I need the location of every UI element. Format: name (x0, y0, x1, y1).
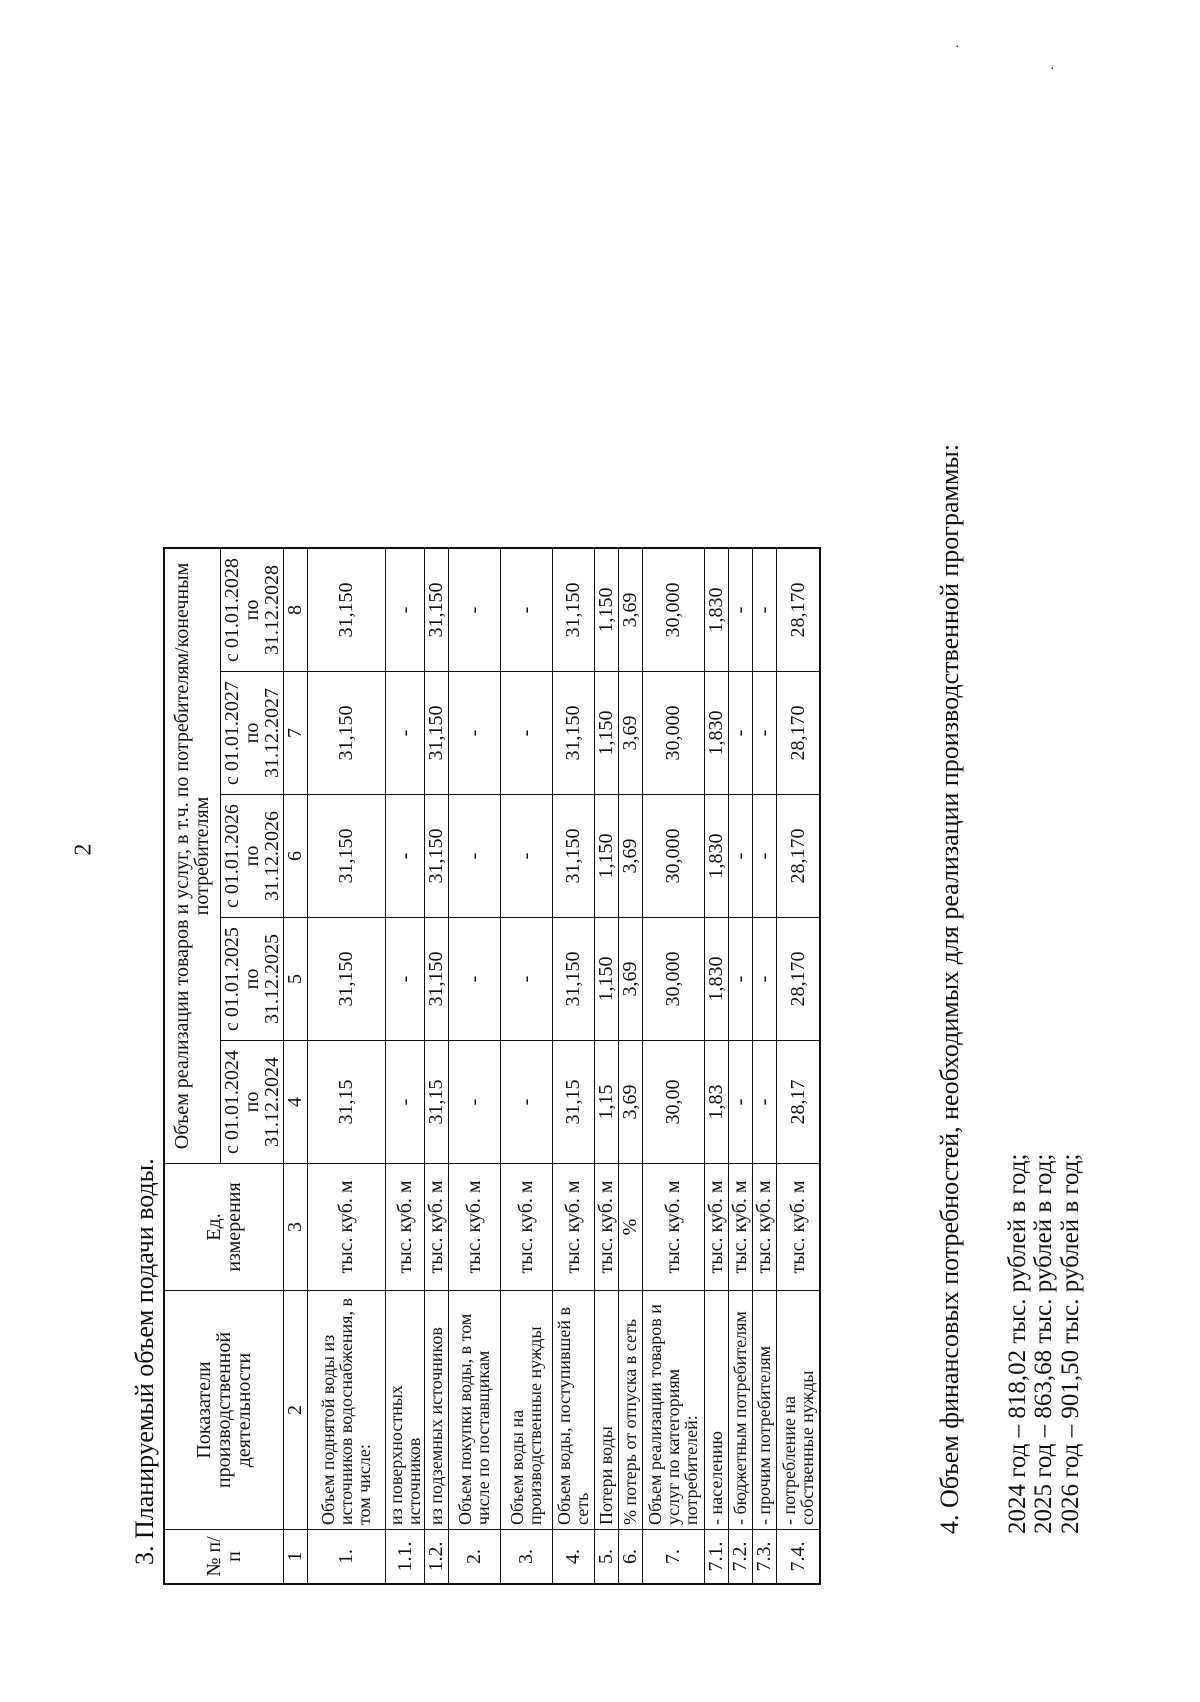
row-value: 3,69 (618, 1041, 642, 1164)
row-indicator: Объем воды на производственные нужды (500, 1291, 552, 1530)
row-value: 3,69 (618, 672, 642, 795)
row-value: - (500, 672, 552, 795)
column-number: 4 (283, 1041, 307, 1164)
row-value: 31,150 (552, 795, 594, 918)
row-unit: тыс. куб. м (776, 1164, 820, 1291)
row-indicator: - бюджетным потребителям (728, 1291, 752, 1530)
row-number: 7.4. (776, 1530, 820, 1585)
row-indicator: Объем реализации товаров и услуг по категориям потребителей: (642, 1291, 704, 1530)
row-number: 7. (642, 1530, 704, 1585)
row-value: 30,000 (642, 918, 704, 1041)
table-row (594, 548, 618, 1584)
row-number: 5. (594, 1530, 618, 1585)
row-value: 3,69 (618, 795, 642, 918)
row-value: - (385, 918, 424, 1041)
row-indicator: % потерь от отпуска в сеть (618, 1291, 642, 1530)
row-indicator: из подземных источников (424, 1291, 448, 1530)
row-value: 1,150 (594, 795, 618, 918)
row-value: - (752, 1041, 776, 1164)
row-value: 31,150 (424, 795, 448, 918)
row-unit: тыс. куб. м (500, 1164, 552, 1291)
row-unit: тыс. куб. м (552, 1164, 594, 1291)
row-value: 31,150 (307, 548, 385, 672)
row-value: 31,150 (552, 548, 594, 672)
row-unit: тыс. куб. м (385, 1164, 424, 1291)
row-number: 7.2. (728, 1530, 752, 1585)
row-number: 7.3. (752, 1530, 776, 1585)
row-value: 31,150 (424, 548, 448, 672)
row-indicator: Объем покупки воды, в том числе по поставщикам (448, 1291, 500, 1530)
row-value: - (728, 672, 752, 795)
header-period: с 01.01.2025 по 31.12.2025 (220, 918, 283, 1041)
table-row (552, 548, 594, 1584)
scan-speck: · (1050, 62, 1055, 77)
header-unit: Ед. измерения (164, 1164, 283, 1291)
row-value: 31,150 (307, 795, 385, 918)
row-value: - (500, 795, 552, 918)
row-value: - (448, 548, 500, 672)
column-number: 1 (283, 1530, 307, 1585)
column-number: 2 (283, 1291, 307, 1530)
column-number: 6 (283, 795, 307, 918)
financial-list (1005, 1154, 1084, 1534)
row-number: 1. (307, 1530, 385, 1585)
row-value: 31,15 (307, 1041, 385, 1164)
row-value: - (752, 918, 776, 1041)
header-name: Показатели производственной деятельности (164, 1291, 283, 1530)
table-row (704, 548, 728, 1584)
row-unit: тыс. куб. м (728, 1164, 752, 1291)
row-value: 1,83 (704, 1041, 728, 1164)
row-value: - (448, 918, 500, 1041)
row-unit: тыс. куб. м (448, 1164, 500, 1291)
column-number: 8 (283, 548, 307, 672)
table-row (776, 548, 820, 1584)
row-unit: тыс. куб. м (307, 1164, 385, 1291)
row-value: - (500, 548, 552, 672)
table-row (385, 548, 424, 1584)
row-value: 30,000 (642, 795, 704, 918)
column-number: 5 (283, 918, 307, 1041)
financial-line: 2025 год – 863,68 тыс. рублей в год; (1030, 1153, 1058, 1534)
row-indicator: Объем воды, поступившей в сеть (552, 1291, 594, 1530)
table-row (424, 548, 448, 1584)
table-row (448, 548, 500, 1584)
row-value: 30,000 (642, 548, 704, 672)
row-value: 3,69 (618, 548, 642, 672)
row-unit: тыс. куб. м (642, 1164, 704, 1291)
row-value: 1,150 (594, 918, 618, 1041)
row-value: 31,150 (552, 672, 594, 795)
row-unit: тыс. куб. м (424, 1164, 448, 1291)
row-value: 31,150 (307, 672, 385, 795)
row-unit: тыс. куб. м (752, 1164, 776, 1291)
row-value: 1,150 (594, 548, 618, 672)
table-row (642, 548, 704, 1584)
row-value: - (728, 795, 752, 918)
scan-speck-2: · (955, 40, 960, 55)
row-value: 31,150 (424, 918, 448, 1041)
row-indicator: - прочим потребителям (752, 1291, 776, 1530)
row-number: 4. (552, 1530, 594, 1585)
row-value: 31,15 (552, 1041, 594, 1164)
financial-line: 2024 год – 818,02 тыс. рублей в год; (1004, 1153, 1031, 1534)
row-value: 1,150 (594, 672, 618, 795)
row-number: 3. (500, 1530, 552, 1585)
row-value: 1,15 (594, 1041, 618, 1164)
row-value: 31,150 (552, 918, 594, 1041)
row-value: - (385, 672, 424, 795)
row-value: 1,830 (704, 918, 728, 1041)
header-period: с 01.01.2028 по 31.12.2028 (220, 548, 283, 672)
table-row (618, 548, 642, 1584)
row-value: 30,00 (642, 1041, 704, 1164)
header-num: № п/п (164, 1530, 283, 1585)
row-value: 28,170 (776, 548, 820, 672)
row-value: - (752, 795, 776, 918)
row-value: - (448, 795, 500, 918)
column-number: 7 (283, 672, 307, 795)
row-value: - (385, 1041, 424, 1164)
row-value: - (728, 918, 752, 1041)
row-value: 1,830 (704, 548, 728, 672)
header-period: с 01.01.2026 по 31.12.2026 (220, 795, 283, 918)
row-indicator: - потребление на собственные нужды (776, 1291, 820, 1530)
row-unit: % (618, 1164, 642, 1291)
table-row (752, 548, 776, 1584)
water-supply-table (163, 547, 821, 1585)
section-4-title: 4. Объем финансовых потребностей, необходимых для реализации производственной программы: (935, 443, 964, 1534)
row-value: - (385, 795, 424, 918)
row-value: 31,150 (307, 918, 385, 1041)
row-value: - (448, 672, 500, 795)
row-value: 30,000 (642, 672, 704, 795)
row-value: 28,17 (776, 1041, 820, 1164)
row-indicator: - населению (704, 1291, 728, 1530)
row-value: 1,830 (704, 672, 728, 795)
row-number: 1.1. (385, 1530, 424, 1585)
table-row (728, 548, 752, 1584)
row-value: 28,170 (776, 918, 820, 1041)
row-number: 1.2. (424, 1530, 448, 1585)
header-period: с 01.01.2027 по 31.12.2027 (220, 672, 283, 795)
row-value: 31,15 (424, 1041, 448, 1164)
row-unit: тыс. куб. м (594, 1164, 618, 1291)
row-number: 2. (448, 1530, 500, 1585)
row-value: 28,170 (776, 672, 820, 795)
page-number: 2 (70, 843, 97, 856)
row-value: 31,150 (424, 672, 448, 795)
row-value: - (728, 548, 752, 672)
row-value: 1,830 (704, 795, 728, 918)
row-number: 7.1. (704, 1530, 728, 1585)
row-value: 3,69 (618, 918, 642, 1041)
section-3-title: 3. Планируемый объем подачи воды. (130, 1158, 159, 1565)
table-row (307, 548, 385, 1584)
row-value: - (728, 1041, 752, 1164)
financial-line: 2026 год – 901,50 тыс. рублей в год; (1056, 1153, 1084, 1534)
table-row (500, 548, 552, 1584)
row-value: - (500, 1041, 552, 1164)
row-value: - (448, 1041, 500, 1164)
row-value: - (385, 548, 424, 672)
column-number: 3 (283, 1164, 307, 1291)
row-value: 28,170 (776, 795, 820, 918)
row-number: 6. (618, 1530, 642, 1585)
header-group: Объем реализации товаров и услуг, в т.ч. по потребителям/конечным потребителям (164, 548, 220, 1164)
row-value: - (752, 672, 776, 795)
row-indicator: Объем поднятой воды из источников водоснабжения, в том числе: (307, 1291, 385, 1530)
row-value: - (752, 548, 776, 672)
header-period: с 01.01.2024 по 31.12.2024 (220, 1041, 283, 1164)
row-value: - (500, 918, 552, 1041)
row-unit: тыс. куб. м (704, 1164, 728, 1291)
row-indicator: из поверхностных источников (385, 1291, 424, 1530)
row-indicator: Потери воды (594, 1291, 618, 1530)
